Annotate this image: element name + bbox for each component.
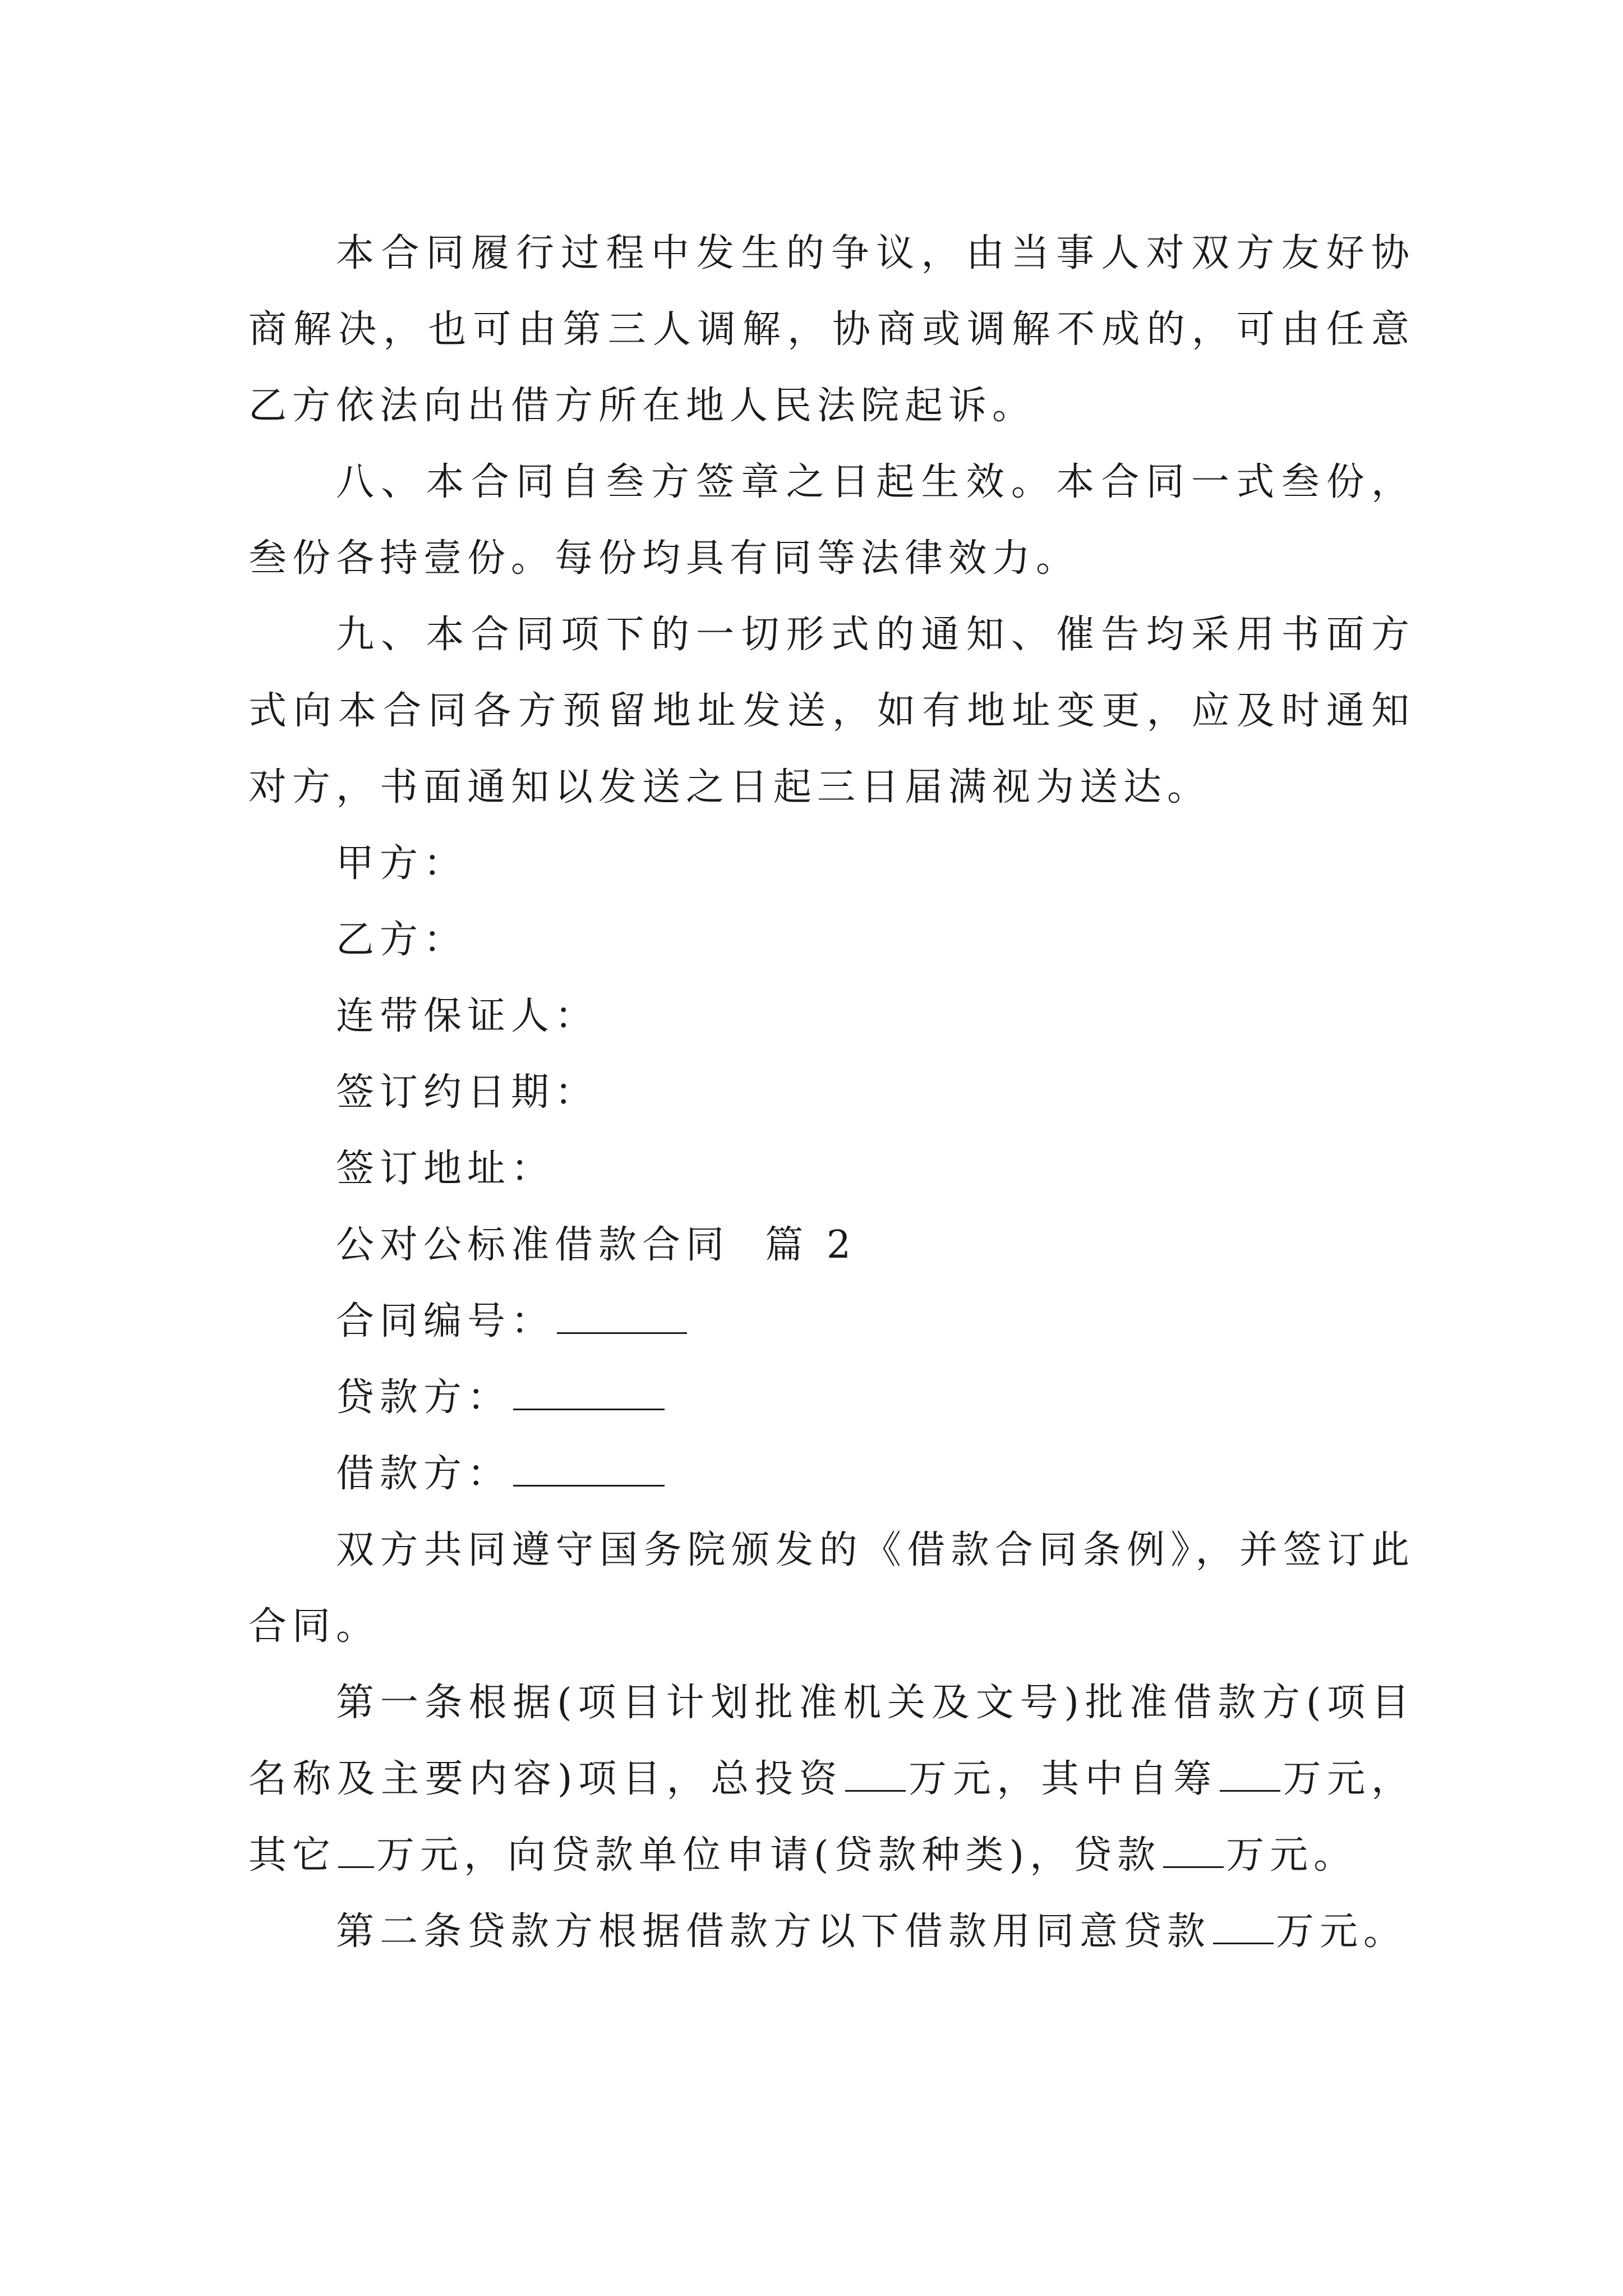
paragraph-article-two xyxy=(248,1894,1415,1970)
field-borrower xyxy=(248,1436,1415,1512)
article-one-text-5: 万元。 xyxy=(1226,1833,1358,1878)
field-contract-number xyxy=(248,1283,1415,1360)
article-two-text-2: 万元。 xyxy=(1276,1910,1408,1954)
total-investment-blank xyxy=(845,1759,906,1792)
borrower-blank xyxy=(513,1453,665,1487)
lender-label: 贷款方： xyxy=(336,1375,511,1420)
article-one-text-4: 万元，向贷款单位申请(贷款种类)，贷款 xyxy=(376,1833,1161,1878)
article-one-text-1: 第一条根据(项目计划批准机关及文号)批准借款方(项目名称及主要内容)项目，总投资 xyxy=(248,1681,1415,1801)
document-body xyxy=(248,215,1415,1970)
article-one-text-3: 万元，其它 xyxy=(248,1757,1415,1878)
label-party-b: 乙方： xyxy=(336,918,468,962)
lender-blank xyxy=(513,1377,665,1410)
contract-number-label: 合同编号： xyxy=(336,1299,555,1343)
section-title: 公对公标准借款合同 篇 2 xyxy=(336,1223,857,1267)
field-lender xyxy=(248,1360,1415,1436)
approved-loan-blank xyxy=(1213,1911,1274,1944)
paragraph-clause-eight: 八、本合同自叁方签章之日起生效。本合同一式叁份，叁份各持壹份。每份均具有同等法律效力。 xyxy=(248,460,1415,581)
borrower-label: 借款方： xyxy=(336,1452,511,1496)
article-two-text-1: 第二条贷款方根据借款方以下借款用同意贷款 xyxy=(336,1910,1211,1954)
contract-number-blank xyxy=(557,1301,687,1334)
other-funds-blank xyxy=(338,1835,374,1868)
label-signing-address: 签订地址： xyxy=(336,1147,555,1191)
paragraph-clause-nine: 九、本合同项下的一切形式的通知、催告均采用书面方式向本合同各方预留地址发送，如有地址变更，应及时通知对方，书面通知以发送之日起三日届满视为送达。 xyxy=(248,613,1415,809)
label-signing-date: 签订约日期： xyxy=(336,1070,599,1115)
loan-amount-blank xyxy=(1163,1835,1224,1868)
label-guarantor: 连带保证人： xyxy=(336,994,599,1038)
article-one-text-2: 万元，其中自筹 xyxy=(908,1757,1218,1801)
label-party-a: 甲方： xyxy=(336,841,468,886)
self-funded-blank xyxy=(1220,1759,1280,1792)
paragraph-compliance: 双方共同遵守国务院颁发的《借款合同条例》，并签订此合同。 xyxy=(248,1528,1415,1649)
paragraph-article-one xyxy=(248,1665,1415,1894)
paragraph-dispute-resolution: 本合同履行过程中发生的争议，由当事人对双方友好协商解决，也可由第三人调解，协商或调解不成的，可由任意乙方依法向出借方所在地人民法院起诉。 xyxy=(248,231,1415,428)
